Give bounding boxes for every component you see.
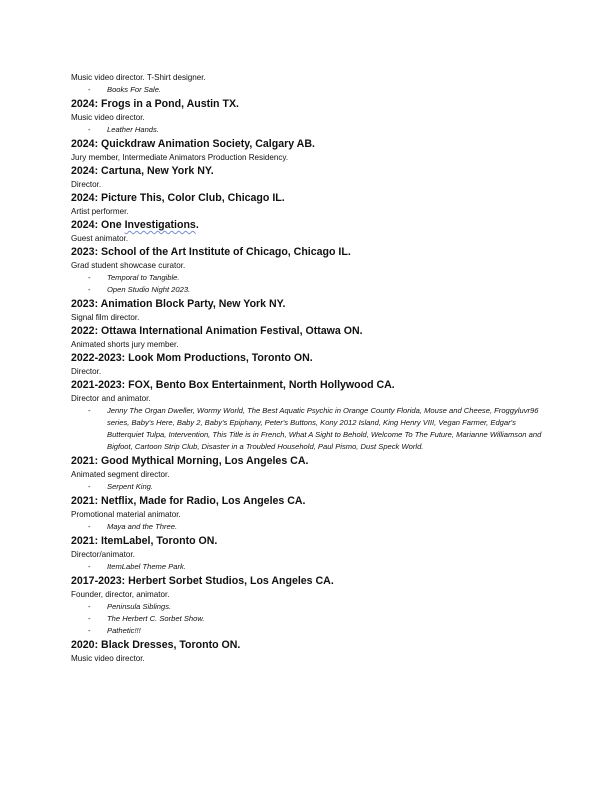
entry-heading: 2021: ItemLabel, Toronto ON. xyxy=(71,535,218,547)
entry-black-dresses xyxy=(71,639,551,664)
entry-role: Grad student showcase curator. xyxy=(71,261,186,270)
entry-heading: 2022-2023: Look Mom Productions, Toronto ON. xyxy=(71,352,313,364)
work-item xyxy=(71,272,551,284)
work-item xyxy=(71,284,551,296)
works-list xyxy=(71,481,551,493)
works-list xyxy=(71,124,551,136)
entry-cartuna xyxy=(71,165,551,190)
entry-heading: 2024: Quickdraw Animation Society, Calgary AB. xyxy=(71,138,315,150)
resume-page xyxy=(71,71,551,664)
entry-heading: 2017-2023: Herbert Sorbet Studios, Los Angeles CA. xyxy=(71,575,334,587)
entry-role: Music video director. xyxy=(71,654,145,663)
bullet-dash: - xyxy=(88,626,91,635)
entry-fox-bento-box xyxy=(71,379,551,453)
entry-heading: 2024: Frogs in a Pond, Austin TX. xyxy=(71,98,239,110)
work-title: Jenny The Organ Dweller, Wormy World, The Best Aquatic Psychic in Orange County Florida, Mouse and Cheese, Froggyluvr96 series, Baby's Here, Baby 2, Baby's Epiphany, Peter's Buttons, Kony 2012 Island, King Henry VIII, Vegan Farmer, Edgar's Butterquiet Tulpa, Intervention, This Title is in French, What A Sight to Behold, Welcome To The Future, Marianne Williamson and Bigfoot, Cartoon Strip Club, Disaster in a Troubled Household, Paul Pismo, Dust Speck World. xyxy=(107,406,542,451)
entry-role: Director/animator. xyxy=(71,550,135,559)
works-list xyxy=(71,561,551,573)
entry-heading: 2023: Animation Block Party, New York NY. xyxy=(71,298,286,310)
work-item xyxy=(71,561,551,573)
entry-ottawa-festival xyxy=(71,325,551,350)
entry-role: Artist performer. xyxy=(71,207,129,216)
bullet-dash: - xyxy=(88,522,91,531)
works-list xyxy=(71,272,551,296)
work-title: Open Studio Night 2023. xyxy=(107,285,191,294)
work-item xyxy=(71,521,551,533)
work-title: Pathetic!!! xyxy=(107,626,141,635)
work-title: ItemLabel Theme Park. xyxy=(107,562,186,571)
work-title: Temporal to Tangible. xyxy=(107,273,180,282)
entry-heading: 2021: Netflix, Made for Radio, Los Angeles CA. xyxy=(71,495,306,507)
entry-one-investigations xyxy=(71,219,551,244)
bullet-dash: - xyxy=(88,285,91,294)
entry-good-mythical-morning xyxy=(71,455,551,493)
bullet-dash: - xyxy=(88,562,91,571)
entry-heading xyxy=(71,219,551,232)
bullet-dash: - xyxy=(88,273,91,282)
works-list xyxy=(71,84,551,96)
bullet-dash: - xyxy=(88,614,91,623)
spellcheck-flagged-word[interactable]: Investigations xyxy=(124,219,196,231)
entry-role: Guest animator. xyxy=(71,234,129,243)
works-list xyxy=(71,601,551,637)
entry-heading: 2024: Picture This, Color Club, Chicago IL. xyxy=(71,192,285,204)
work-title: The Herbert C. Sorbet Show. xyxy=(107,614,205,623)
entry-role: Director and animator. xyxy=(71,394,151,403)
entry-heading: 2021-2023: FOX, Bento Box Entertainment, North Hollywood CA. xyxy=(71,379,395,391)
entry-role: Founder, director, animator. xyxy=(71,590,170,599)
bullet-dash: - xyxy=(88,85,91,94)
work-title: Maya and the Three. xyxy=(107,522,178,531)
entry-role: Music video director. xyxy=(71,113,145,122)
bullet-dash: - xyxy=(88,406,91,415)
bullet-dash: - xyxy=(88,125,91,134)
entry-heading: 2022: Ottawa International Animation Festival, Ottawa ON. xyxy=(71,325,363,337)
entry-netflix xyxy=(71,495,551,533)
heading-suffix: . xyxy=(195,219,199,231)
entry-role: Jury member, Intermediate Animators Production Residency. xyxy=(71,153,289,162)
entry-heading: 2024: Cartuna, New York NY. xyxy=(71,165,214,177)
work-item xyxy=(71,481,551,493)
entry-role: Animated shorts jury member. xyxy=(71,340,179,349)
work-item xyxy=(71,405,551,453)
work-item xyxy=(71,124,551,136)
works-list xyxy=(71,521,551,533)
entry-quickdraw xyxy=(71,138,551,163)
entry-role: Animated segment director. xyxy=(71,470,170,479)
entry-role: Director. xyxy=(71,180,102,189)
entry-role: Music video director. T-Shirt designer. xyxy=(71,73,206,82)
works-list xyxy=(71,405,551,453)
entry-role: Signal film director. xyxy=(71,313,140,322)
entry-look-mom xyxy=(71,352,551,377)
work-item xyxy=(71,84,551,96)
entry-heading: 2021: Good Mythical Morning, Los Angeles CA. xyxy=(71,455,309,467)
entry-itemlabel xyxy=(71,535,551,573)
entry-role: Promotional material animator. xyxy=(71,510,181,519)
work-item xyxy=(71,625,551,637)
entry-heading: 2023: School of the Art Institute of Chicago, Chicago IL. xyxy=(71,246,351,258)
work-title: Peninsula Siblings. xyxy=(107,602,172,611)
entry-frogs-in-a-pond xyxy=(71,98,551,136)
entry-heading: 2020: Black Dresses, Toronto ON. xyxy=(71,639,241,651)
entry-continued xyxy=(71,72,551,96)
work-item xyxy=(71,613,551,625)
entry-picture-this xyxy=(71,192,551,217)
work-title: Books For Sale. xyxy=(107,85,162,94)
entry-animation-block-party xyxy=(71,298,551,323)
work-title: Leather Hands. xyxy=(107,125,159,134)
work-title: Serpent King. xyxy=(107,482,154,491)
entry-role: Director. xyxy=(71,367,102,376)
bullet-dash: - xyxy=(88,482,91,491)
work-item xyxy=(71,601,551,613)
entry-herbert-sorbet xyxy=(71,575,551,637)
entry-saic xyxy=(71,246,551,296)
bullet-dash: - xyxy=(88,602,91,611)
heading-prefix: 2024: One xyxy=(71,219,125,231)
